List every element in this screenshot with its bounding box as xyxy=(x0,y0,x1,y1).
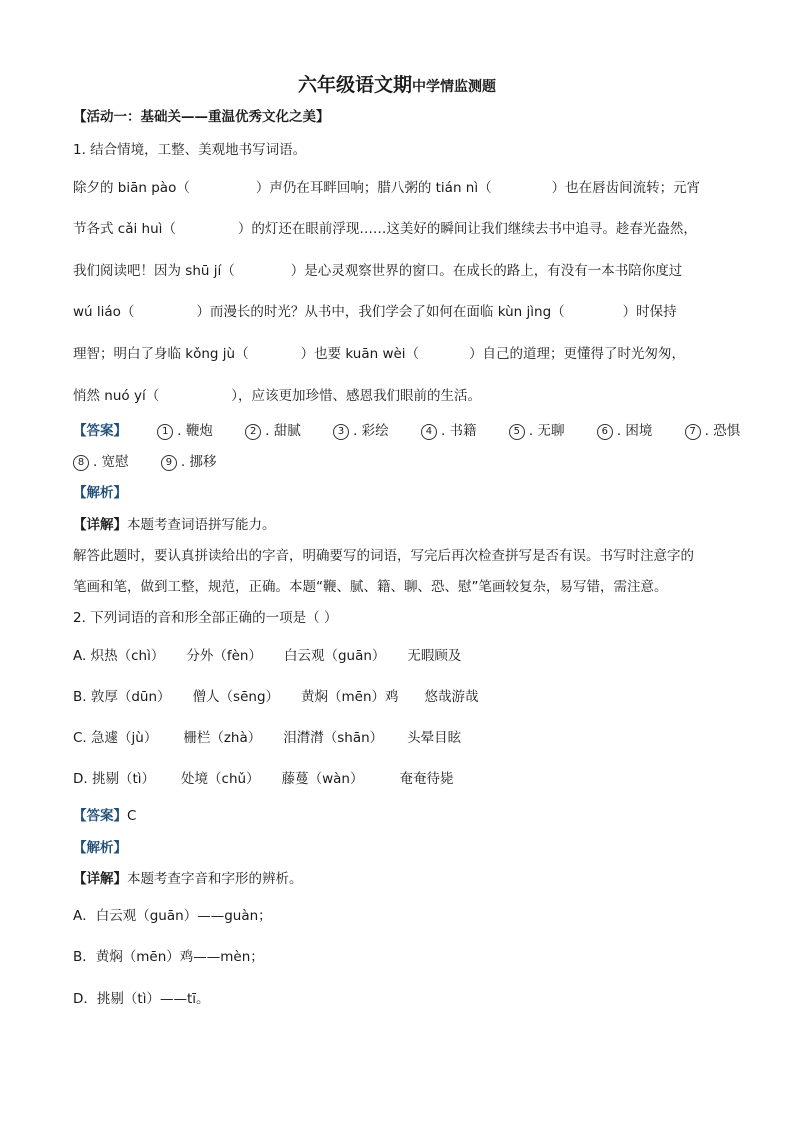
page-title xyxy=(0,70,794,97)
q2-analysis-label: 【解析】 xyxy=(73,840,127,856)
analysis-label: 【解析】 xyxy=(73,485,127,501)
option-b: B. 敦厚（dūn） 僧人（sēng） 黄焖（mēn）鸡 悠哉游哉 xyxy=(73,689,479,705)
q2-answer-value: C xyxy=(127,808,137,824)
passage-line-1: 除夕的 biān pào（ ）声仍在耳畔回响；腊八粥的 tián nì（ ）也在唇齿间流转；元宵 xyxy=(73,180,701,196)
answer-item: 5 . 无聊 xyxy=(509,421,565,441)
passage-line-4: wú liáo（ ）而漫长的时光？从书中，我们学会了如何在面临 kùn jìng（ ）时保持 xyxy=(73,304,677,320)
title-main: 六年级语文期 xyxy=(297,74,412,96)
q2-note-d: D．挑剔（tì）——tī。 xyxy=(73,991,210,1007)
answer-item: 7 . 恐惧 xyxy=(685,421,741,441)
option-c: C. 急遽（jù） 栅栏（zhà） 泪潸潸（shān） 头晕目眩 xyxy=(73,730,462,746)
explain-line-1: 解答此题时，要认真拼读给出的字音，明确要写的词语，写完后再次检查拼写是否有误。书写时注意字的 xyxy=(73,548,694,564)
answer-item: 3 . 彩绘 xyxy=(333,421,389,441)
answer-item: 4 . 书籍 xyxy=(421,421,477,441)
answer-item: 9 . 挪移 xyxy=(161,452,217,472)
section-heading: 【活动一：基础关——重温优秀文化之美】 xyxy=(73,109,330,125)
title-suffix: 中学情监测题 xyxy=(412,79,496,95)
question-1-stem: 1. 结合情境，工整、美观地书写词语。 xyxy=(73,142,307,158)
passage-line-5: 理智；明白了身临 kǒng jù（ ）也要 kuān wèi（ ）自己的道理；更懂得了时光匆匆， xyxy=(73,346,686,362)
option-d: D. 挑剔（tì） 处境（chǔ） 藤蔓（wàn） 奄奄待毙 xyxy=(73,771,454,787)
answer-item: 6 . 困境 xyxy=(597,421,653,441)
q2-answer: 【答案】C xyxy=(73,808,137,824)
passage-line-2: 节各式 cǎi huì（ ）的灯还在眼前浮现……这美好的瞬间让我们继续去书中追寻。趁春光盎然， xyxy=(73,221,697,237)
q2-detail-line: 【详解】本题考查字音和字形的辨析。 xyxy=(73,871,303,887)
answer-label: 【答案】 xyxy=(73,423,127,439)
passage-line-6: 悄然 nuó yí（ ），应该更加珍惜、感恩我们眼前的生活。 xyxy=(73,388,481,404)
detail-line: 【详解】本题考查词语拼写能力。 xyxy=(73,517,276,533)
answer-row-2 xyxy=(73,452,216,472)
q2-note-b: B．黄焖（mēn）鸡——mèn； xyxy=(73,949,264,965)
answer-row-1 xyxy=(73,421,740,441)
question-2-stem: 2. 下列词语的音和形全部正确的一项是（ ） xyxy=(73,610,338,626)
explain-line-2: 笔画和笔，做到工整，规范，正确。本题“鞭、腻、籍、聊、恐、慰”笔画较复杂，易写错，需注意。 xyxy=(73,579,668,595)
answer-item: 1 . 鞭炮 xyxy=(157,421,213,441)
answer-item: 2 . 甜腻 xyxy=(245,421,301,441)
passage-line-3: 我们阅读吧！因为 shū jí（ ）是心灵观察世界的窗口。在成长的路上，有没有一本书陪你度过 xyxy=(73,263,683,279)
answer-item: 8 . 宽慰 xyxy=(73,452,129,472)
option-a: A. 炽热（chì） 分外（fèn） 白云观（guān） 无暇顾及 xyxy=(73,648,462,664)
q2-note-a: A．白云观（guān）——guàn； xyxy=(73,908,272,924)
